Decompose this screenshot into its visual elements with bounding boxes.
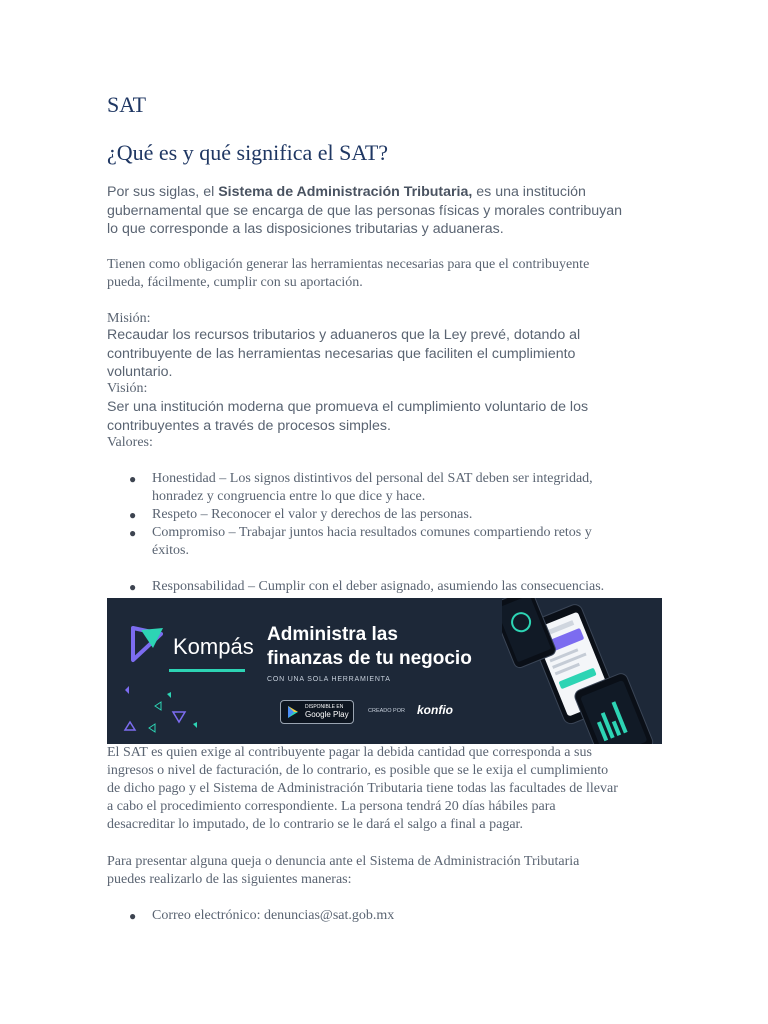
vision-text: Ser una institución moderna que promueva el cumplimiento voluntario de los contribuyentes a través de procesos simples. <box>107 399 589 434</box>
banner-headline-1: Administra las <box>267 624 398 645</box>
list-item <box>107 907 667 925</box>
bullet-icon: ● <box>129 909 137 923</box>
phone-mockups-image <box>502 598 662 744</box>
kompas-logo-icon <box>127 624 167 664</box>
vision-label: Visión: <box>107 381 148 396</box>
intro-bold: Sistema de Administración Tributaria, <box>218 184 473 200</box>
konfio-logo: konfio <box>417 703 453 717</box>
valores-label: Valores: <box>107 435 153 450</box>
section-heading: ¿Qué es y qué significa el SAT? <box>107 140 389 165</box>
intro-line-2: gubernamental que se encarga de que las personas físicas y morales contribuyan <box>107 202 622 219</box>
intro-line-3: lo que corresponde a las disposiciones tributarias y aduaneras. <box>107 221 504 237</box>
bullet-icon: ● <box>129 526 137 540</box>
list-item: ● Honestidad – Los signos distintivos del personal del SAT deben ser integridad, honradez y congruencia entre lo que dice y hace. <box>129 471 593 504</box>
contact-email: Correo electrónico: denuncias@sat.gob.mx <box>152 908 395 923</box>
google-play-icon <box>287 706 299 718</box>
list-item: ● Compromiso – Trabajar juntos hacia resultados comunes compartiendo retos y éxitos. <box>129 525 592 558</box>
mision-text: Recaudar los recursos tributarios y aduaneros que la Ley prevé, dotando al contribuyente de las herramientas necesarias que faciliten el cumplimiento voluntario. <box>107 327 581 380</box>
complaint-paragraph: Para presentar alguna queja o denuncia ante el Sistema de Administración Tributaria puedes realizarlo de las siguientes maneras: <box>107 854 580 887</box>
valores-list <box>107 470 667 596</box>
obligation-paragraph: Tienen como obligación generar las herramientas necesarias para que el contribuyente pueda, fácilmente, cumplir con su aportación. <box>107 257 590 290</box>
contact-list <box>107 907 667 925</box>
intro-paragraph <box>107 183 667 239</box>
page-title: SAT <box>107 92 147 117</box>
bullet-icon: ● <box>129 580 137 594</box>
intro-line-1: Por sus siglas, el Sistema de Administración Tributaria, es una institución <box>107 184 586 200</box>
banner-brand: Kompás <box>173 634 254 659</box>
mision-label: Misión: <box>107 311 151 326</box>
created-by-label: CREADO POR <box>368 708 405 714</box>
decorative-triangles-icon <box>121 684 211 734</box>
list-item: ● Respeto – Reconocer el valor y derechos de las personas. <box>129 507 473 522</box>
kompas-ad-banner[interactable] <box>107 598 662 744</box>
banner-underline <box>169 669 245 672</box>
enforcement-paragraph: El SAT es quien exige al contribuyente pagar la debida cantidad que corresponda a sus ingresos o nivel de facturación, de lo contrario, es posible que se le exija el cumplimiento de dicho pago y el Sistema de Administración Tributaria tiene todas las facultades de llevar a cabo el procedimiento correspondiente. La persona tendrá 20 días hábiles para desacreditar lo imputado, de lo contrario se le dará el salgo a final a pagar. <box>107 745 618 832</box>
bullet-icon: ● <box>129 472 137 486</box>
banner-headline-2: finanzas de tu negocio <box>267 648 472 669</box>
banner-tagline: CON UNA SOLA HERRAMIENTA <box>267 676 391 683</box>
list-item: ● Responsabilidad – Cumplir con el deber asignado, asumiendo las consecuencias. <box>129 579 605 594</box>
bullet-icon: ● <box>129 508 137 522</box>
google-play-button[interactable]: DISPONIBLE EN Google Play <box>280 700 354 724</box>
